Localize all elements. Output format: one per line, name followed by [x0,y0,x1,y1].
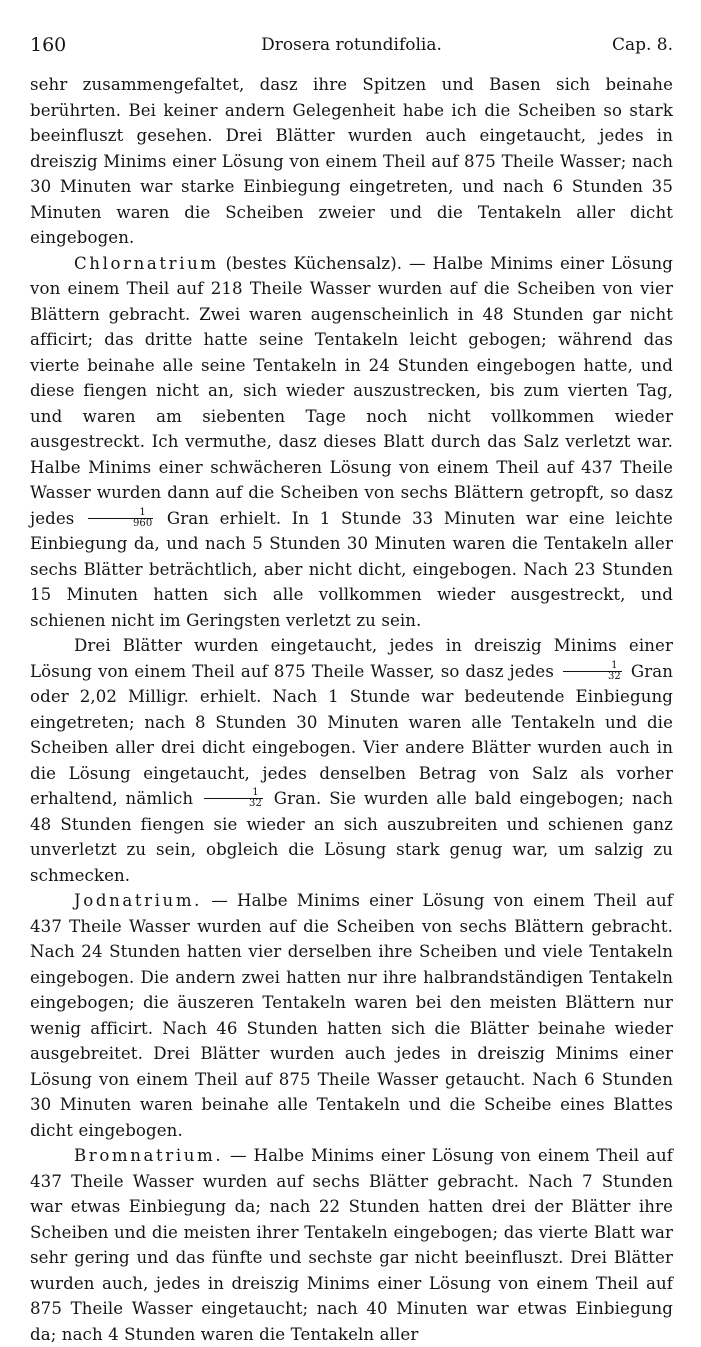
text-run: sehr zusammengefaltet, dasz ihre Spitzen und Basen sich beinahe berührten. Bei keiner andern Gelegenheit habe ich die Scheiben so stark beeinfluszt gesehen. Drei Blätter wurden auch eingetaucht, jedes in dreiszig Minims einer Lösung von einem Theil auf 875 Theile Wasser; nach 30 Minuten war starke Einbiegung eingetreten, und nach 6 Stunden 35 Minuten waren die Scheiben zweier und die Tentakeln aller dicht eingebogen. [30,75,673,247]
fraction [88,508,153,529]
page-number: 160 [30,34,67,56]
fraction-numerator: 1 [204,788,263,799]
text-run: — Halbe Minims einer Lösung von einem Theil auf 437 Theile Wasser wurden auf die Scheiben von sechs Blättern gebracht. Nach 24 Stunden hatten vier derselben ihre Scheiben und viele Tentakeln eingebogen. Die andern zwei hatten nur ihre halbrandständigen Tentakeln eingebogen; die äuszeren Tentakeln waren bei den meisten Blättern nur wenig afficirt. Nach 46 Stunden hatten sich die Blätter beinahe wieder ausgebreitet. Drei Blätter wurden auch jedes in dreiszig Minims einer Lösung von einem Theil auf 875 Theile Wasser getaucht. Nach 6 Stunden 30 Minuten waren beinahe alle Tentakeln und die Scheibe eines Blattes dicht eingebogen. [30,891,673,1140]
fraction-numerator: 1 [88,508,153,519]
body-text [30,72,673,1347]
running-head [30,34,673,60]
section-lead-word: Chlornatrium [74,253,219,273]
fraction [204,788,263,809]
fraction-denominator: 960 [132,517,153,529]
text-run: Gran oder 2,02 Milligr. erhielt. Nach 1 Stunde war bedeutende Einbiegung eingetreten; nach 8 Stunden 30 Minuten waren alle Tentakeln und die Scheiben aller drei dicht eingebogen. Vier andere Blätter wurden auch in die Lösung eingetaucht, jedes denselben Betrag von Salz als vorher erhaltend, nämlich [30,661,674,808]
chapter-label: Cap. 8. [611,35,673,55]
section-lead-word: Jodnatrium. [74,891,203,910]
paragraph-jodnatrium [30,888,673,1143]
text-run: Drei Blätter wurden eingetaucht, jedes in dreiszig Minims einer Lösung von einem Theil auf 875 Theile Wasser, so dasz jedes [30,636,673,681]
paragraph-bromnatrium [30,1143,673,1347]
fraction [563,661,622,682]
text-run: — Halbe Minims einer Lösung von einem Theil auf 437 Theile Wasser wurden auf sechs Blätter gebracht. Nach 7 Stunden war etwas Einbiegung da; nach 22 Stunden hatten drei der Blätter ihre Scheiben und die meisten ihrer Tentakeln eingebogen; das vierte Blatt war sehr gering und das fünfte und sechste gar nicht beeinfluszt. Drei Blätter wurden auch, jedes in dreiszig Minims einer Lösung von einem Theil auf 875 Theile Wasser eingetaucht; nach 40 Minuten war etwas Einbiegung da; nach 4 Stunden waren die Tentakeln aller [30,1146,673,1344]
section-lead-word: Bromnatrium. [74,1146,224,1165]
fraction-denominator: 32 [249,798,262,809]
paragraph-immersion [30,633,673,888]
text-run: Gran. Sie wurden alle bald eingebogen; nach 48 Stunden fiengen sie wieder an sich auszubreiten und schienen ganz unverletzt zu sein, obgleich die Lösung stark genug war, um salzig zu schmecken. [30,789,673,885]
paragraph-chlornatrium [30,251,673,634]
fraction-numerator: 1 [563,661,622,672]
fraction-denominator: 32 [607,670,621,682]
text-run: (bestes Küchensalz). — Halbe Minims einer Lösung von einem Theil auf 218 Theile Wasser wurden auf die Scheiben von vier Blättern gebracht. Zwei waren augenscheinlich in 48 Stunden gar nicht afficirt; das dritte hatte seine Tentakeln leicht gebogen; während das vierte beinahe alle seine Tentakeln in 24 Stunden eingebogen hatte, und diese fiengen nicht an, sich wieder auszustrecken, bis zum vierten Tag, und waren am siebenten Tage noch nicht vollkommen wieder ausgestreckt. Ich vermuthe, dasz dieses Blatt durch das Salz verletzt war. Halbe Minims einer schwächeren Lösung von einem Theil auf 437 Theile Wasser wurden dann auf die Scheiben von sechs Blättern getropft, so dasz jedes [30,253,673,528]
text-run: Gran erhielt. In 1 Stunde 33 Minuten war eine leichte Einbiegung da, und nach 5 Stunden 30 Minuten waren die Tentakeln aller sechs Blätter beträchtlich, aber nicht dicht, eingebogen. Nach 23 Stunden 15 Minuten hatten sich alle vollkommen wieder ausgestreckt, und schienen nicht im Geringsten verletzt zu sein. [30,508,673,630]
running-title: Drosera rotundifolia. [261,35,442,55]
paragraph-continuation [30,72,673,251]
